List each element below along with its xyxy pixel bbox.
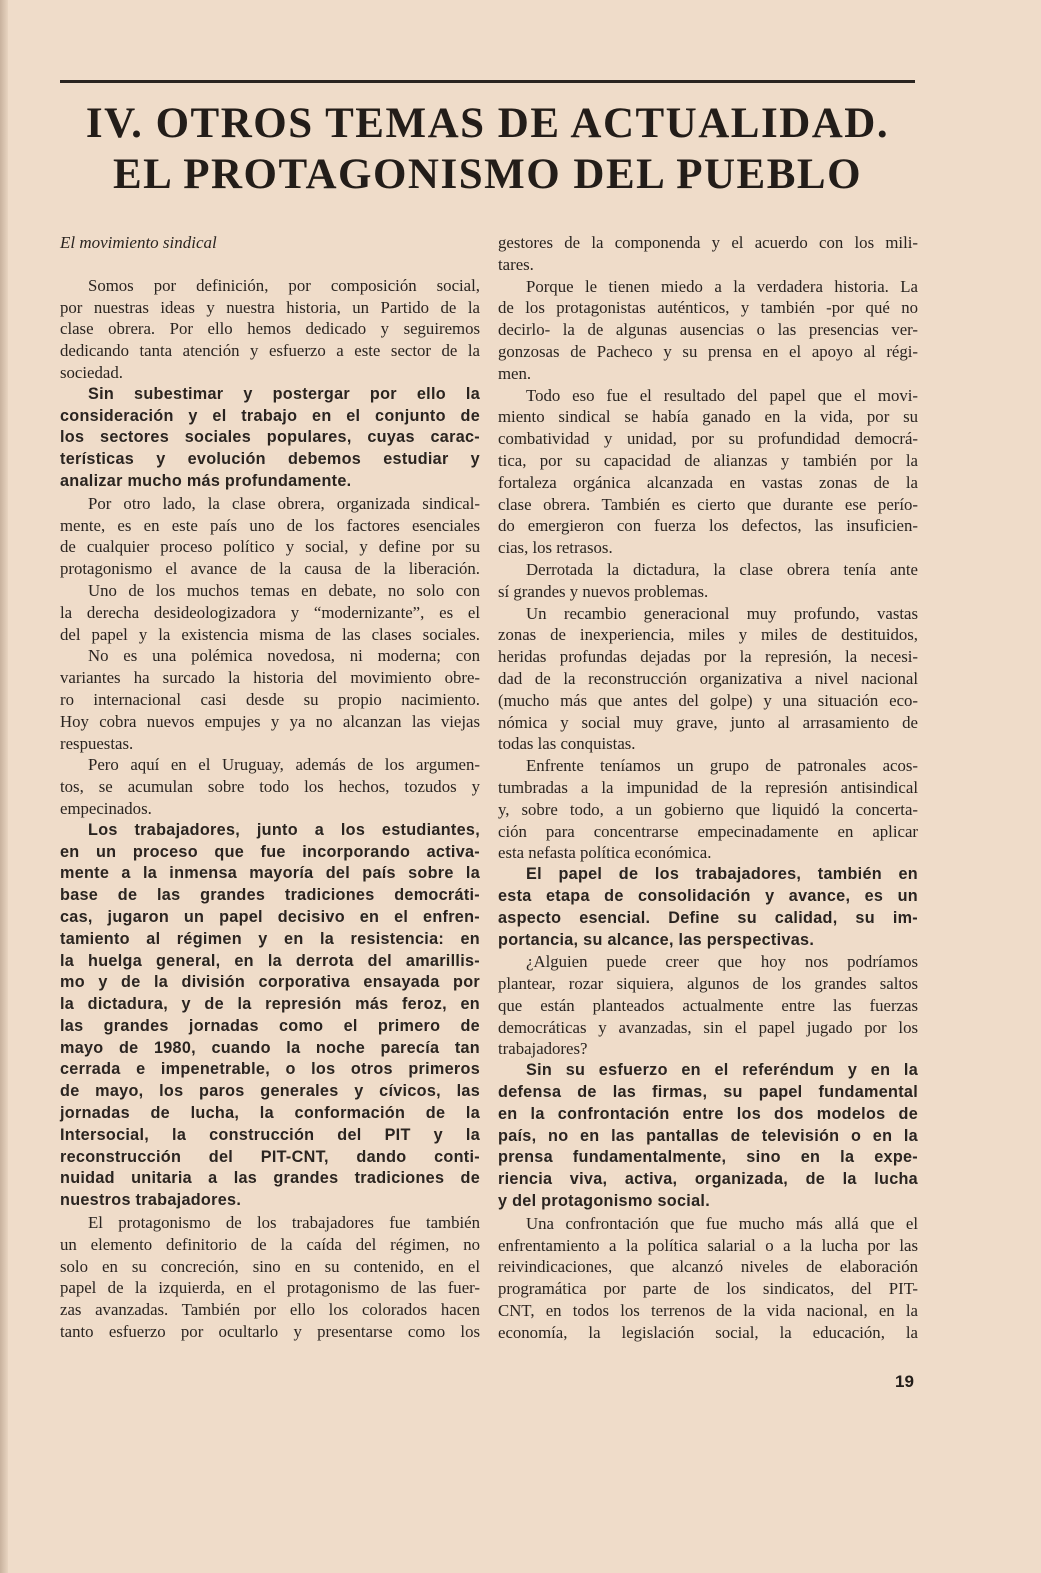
text-line: por nuestras ideas y nuestra historia, un Partido de la — [60, 297, 480, 317]
text-line: mente a la inmensa mayoría del país sobre la — [60, 864, 480, 883]
text-line: Hoy cobra nuevos empujes y ya no alcanzan las viejas — [60, 711, 480, 731]
text-line: reivindicaciones, que alcanzó niveles de elaboración — [498, 1257, 918, 1277]
text-line: fortaleza orgánica alcanzada en vastas zonas de la — [498, 472, 918, 492]
text-line: sí grandes y nuevos problemas. — [498, 581, 709, 601]
text-line: y, sobre todo, a un gobierno que liquidó la concerta- — [498, 799, 918, 819]
page-edge — [0, 0, 8, 1573]
text-line: tos, se acumulan sobre todo los hechos, tozudos y — [60, 777, 480, 797]
text-line: de cualquier proceso político y social, y define por su — [60, 537, 480, 557]
left-column — [60, 232, 480, 1343]
right-column — [498, 232, 918, 1344]
text-line: nuestros trabajadores. — [60, 1191, 242, 1210]
text-line: tica, por su capacidad de alianzas y también por la — [498, 450, 918, 470]
text-line: programática por parte de los sindicatos, del PIT- — [498, 1279, 918, 1299]
text-line: enfrentamiento a la política salarial o a la lucha por las — [498, 1235, 918, 1255]
text-line: prensa fundamentalmente, sino en la expe- — [498, 1148, 918, 1167]
text-line: dad de la reconstrucción organizativa a nivel nacional — [498, 668, 918, 688]
text-line: economía, la legislación social, la educación, la — [498, 1322, 918, 1342]
top-rule — [60, 80, 915, 83]
text-line: Somos por definición, por composición social, — [88, 275, 480, 295]
text-line: dedicando tanta atención y esfuerzo a este sector de la — [60, 341, 480, 361]
text-line: sociedad. — [60, 362, 123, 382]
text-line: las grandes jornadas como el primero de — [60, 1016, 480, 1035]
text-line: Uno de los muchos temas en debate, no solo con — [88, 580, 480, 600]
text-line: plantear, rozar siquiera, algunos de los grandes saltos — [498, 974, 918, 994]
text-line: CNT, en todos los terrenos de la vida nacional, en la — [498, 1301, 918, 1321]
text-line: Una confrontación que fue mucho más allá que el — [526, 1213, 918, 1233]
text-line: No es una polémica novedosa, ni moderna; con — [88, 646, 480, 666]
text-line: men. — [498, 363, 532, 383]
text-line: reconstrucción del PIT-CNT, dando conti- — [60, 1147, 480, 1166]
text-line: la dictadura, y de la represión más feroz, en — [60, 995, 480, 1014]
text-line: todas las conquistas. — [498, 734, 636, 754]
text-line: do emergieron con fuerza los defectos, las insuficien- — [498, 516, 918, 536]
text-line: portancia, su alcance, las perspectivas. — [498, 930, 815, 949]
text-line: defensa de las firmas, su papel fundamental — [498, 1083, 918, 1102]
text-line: Enfrente teníamos un grupo de patronales acos- — [526, 756, 918, 776]
text-line: tumbradas a la impunidad de la represión antisindical — [498, 777, 918, 797]
text-line: Derrotada la dictadura, la clase obrera tenía ante — [526, 559, 918, 579]
text-line: Porque le tienen miedo a la verdadera historia. La — [526, 276, 918, 296]
text-line: Por otro lado, la clase obrera, organizada sindical- — [88, 493, 480, 513]
text-line: empecinados. — [60, 798, 152, 818]
text-line: los sectores sociales populares, cuyas carac- — [60, 428, 480, 447]
chapter-title-line-2: EL PROTAGONISMO DEL PUEBLO — [112, 151, 863, 198]
text-line: Todo eso fue el resultado del papel que el movi- — [526, 385, 918, 405]
text-line: El papel de los trabajadores, también en — [526, 865, 918, 884]
text-line: cias, los retrasos. — [498, 538, 613, 558]
text-line: de mayo, los paros generales y cívicos, las — [60, 1082, 480, 1101]
text-line: que están planteados actualmente entre las fuerzas — [498, 995, 918, 1015]
right-column-lines — [498, 232, 918, 1344]
text-line: trabajadores? — [498, 1039, 588, 1059]
text-line: de los protagonistas auténticos, y también -por qué no — [498, 298, 918, 318]
text-line: y del protagonismo social. — [498, 1192, 710, 1211]
text-line: miento sindical se había ganado en la vida, por su — [498, 407, 918, 427]
text-line: esta etapa de consolidación y avance, es un — [498, 886, 918, 905]
text-line: decirlo- la de algunas ausencias o las presencias ver- — [498, 320, 918, 340]
text-line: del papel y la existencia misma de las clases sociales. — [60, 624, 480, 644]
text-line: gestores de la componenda y el acuerdo con los mili- — [498, 233, 918, 252]
chapter-title-line-1: IV. OTROS TEMAS DE ACTUALIDAD. — [85, 100, 890, 147]
text-line: respuestas. — [60, 733, 134, 753]
text-line: en un proceso que fue incorporando activa- — [60, 842, 480, 861]
text-line: ro internacional casi desde su propio nacimiento. — [60, 689, 480, 709]
text-line: (mucho más que antes del golpe) y una situación eco- — [498, 690, 918, 710]
text-line: variantes ha surcado la historia del movimiento obre- — [60, 668, 480, 688]
text-line: Sin su esfuerzo en el referéndum y en la — [526, 1061, 918, 1080]
text-line: ción para concentrarse empecinadamente en aplicar — [498, 821, 918, 841]
text-line: papel de la izquierda, en el protagonismo de las fuer- — [60, 1278, 480, 1298]
text-line: terísticas y evolución debemos estudiar y — [60, 450, 480, 469]
text-line: mayo de 1980, cuando la noche parecía tan — [60, 1038, 480, 1057]
text-line: mo y de la división corporativa ensayada por — [60, 973, 480, 992]
text-line: tamiento al régimen y en la resistencia: en — [60, 929, 480, 948]
text-line: esta nefasta política económica. — [498, 843, 712, 863]
left-column-lines — [60, 275, 480, 1343]
text-line: Un recambio generacional muy profundo, vastas — [526, 603, 918, 623]
text-line: democráticas y avanzadas, sin el papel jugado por los — [498, 1017, 918, 1037]
chapter-title — [60, 98, 915, 200]
text-line: analizar mucho más profundamente. — [60, 471, 352, 490]
text-line: combatividad y unidad, por su profundidad democrá- — [498, 429, 918, 449]
text-line: la derecha desideologizadora y “modernizante”, es el — [60, 602, 480, 622]
text-line: consideración y el trabajo en el conjunto de — [60, 406, 480, 425]
text-line: un elemento definitorio de la caída del régimen, no — [60, 1234, 480, 1254]
text-line: zonas de inexperiencia, miles y miles de destituidos, — [498, 625, 918, 645]
text-line: Intersocial, la construcción del PIT y la — [60, 1125, 480, 1144]
text-line: gonzosas de Pacheco y su prensa en el apoyo al régi- — [498, 341, 918, 361]
text-line: base de las grandes tradiciones democráti- — [60, 886, 480, 905]
text-line: heridas profundas dejadas por la represión, la necesi- — [498, 647, 918, 667]
text-line: país, no en las pantallas de televisión o en la — [498, 1126, 918, 1145]
text-line: Sin subestimar y postergar por ello la — [88, 384, 480, 403]
text-line: clase obrera. Por ello hemos dedicado y seguiremos — [60, 319, 480, 339]
text-line: solo en su concreción, sino en su contenido, en el — [60, 1256, 480, 1276]
text-line: cas, jugaron un papel decisivo en el enfren- — [60, 907, 480, 926]
text-line: cerrada e impenetrable, o los otros primeros — [60, 1060, 480, 1079]
page-number: 19 — [895, 1372, 914, 1391]
text-line: ¿Alguien puede creer que hoy nos podríamos — [526, 952, 918, 972]
text-line: en la confrontación entre los dos modelos de — [498, 1104, 918, 1123]
section-heading: El movimiento sindical — [60, 233, 217, 252]
text-line: mente, es en este país uno de los factores esenciales — [60, 515, 480, 535]
text-line: jornadas de lucha, la conformación de la — [60, 1104, 480, 1123]
text-line: El protagonismo de los trabajadores fue también — [88, 1213, 480, 1233]
text-line: nómica y social muy grave, junto al arrasamiento de — [498, 712, 918, 732]
text-line: tanto esfuerzo por ocultarlo y presentarse como los — [60, 1322, 480, 1342]
text-line: riencia viva, activa, organizada, de la lucha — [498, 1170, 918, 1189]
text-line: la huelga general, en la derrota del amarillis- — [60, 951, 480, 970]
text-line: Pero aquí en el Uruguay, además de los argumen- — [88, 755, 480, 775]
text-line: zas avanzadas. También por ello los colorados hacen — [60, 1300, 480, 1320]
text-line: Los trabajadores, junto a los estudiantes, — [88, 820, 480, 839]
text-line: aspecto esencial. Define su calidad, su im- — [498, 908, 918, 927]
text-line: tares. — [498, 254, 534, 274]
text-line: nuidad unitaria a las grandes tradiciones de — [60, 1169, 480, 1188]
text-line: protagonismo el avance de la causa de la liberación. — [60, 559, 480, 579]
text-line: clase obrera. También es cierto que durante ese perío- — [498, 494, 918, 514]
